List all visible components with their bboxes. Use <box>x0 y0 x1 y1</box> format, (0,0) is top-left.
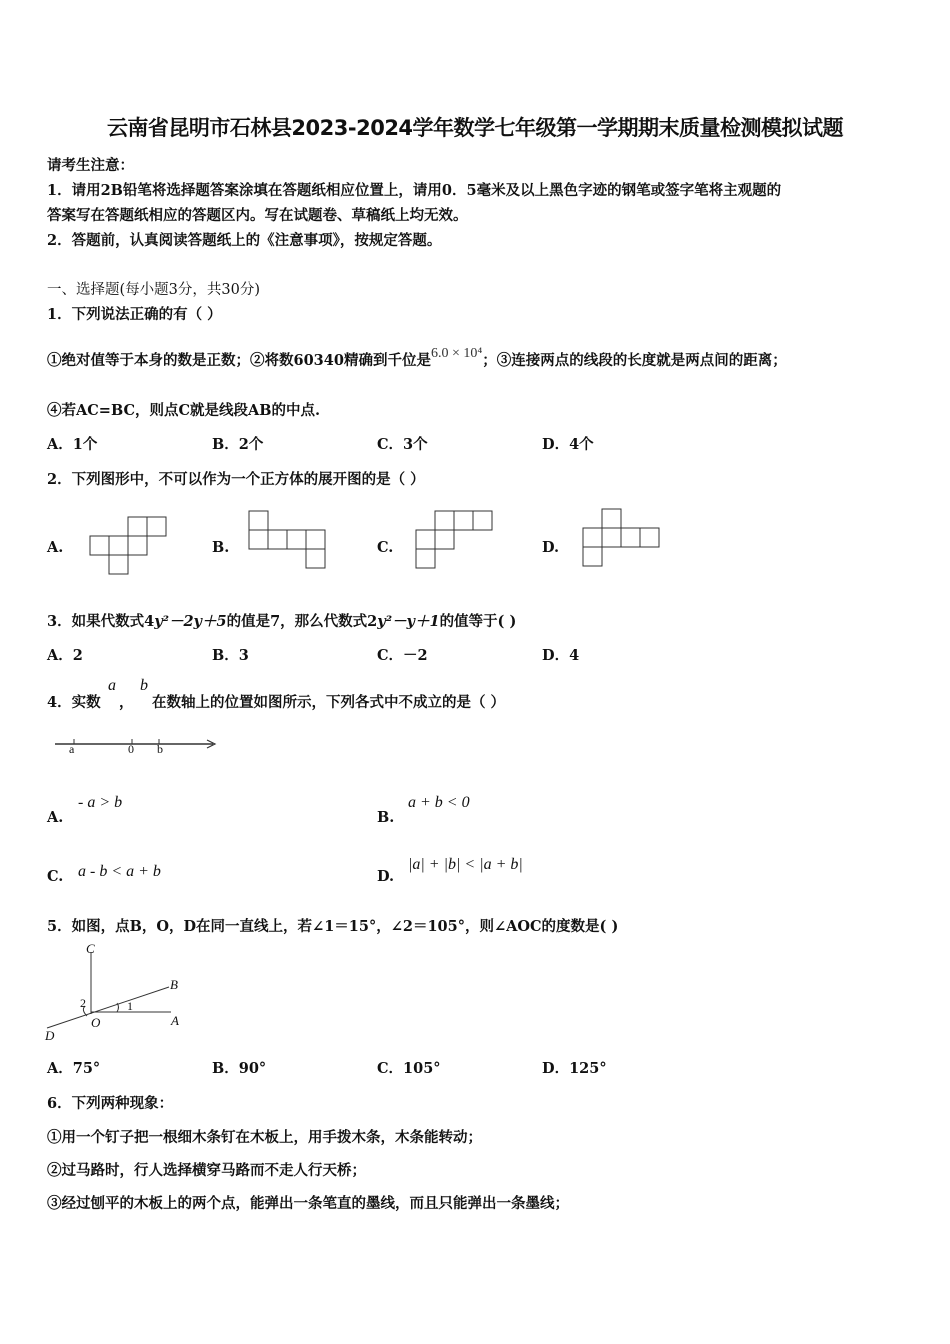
notice-line-1a: 1．请用2B铅笔将选择题答案涂填在答题纸相应位置上，请用0．5毫米及以上黑色字迹的钢笔或签字笔将主观题的 <box>47 182 782 199</box>
q4-axis-label-b: b <box>157 742 163 756</box>
q3-option-c[interactable]: C．－2 <box>377 647 428 664</box>
q1-statement-1 <box>47 346 787 370</box>
q5-label-a: A <box>171 1013 179 1028</box>
q1-option-b[interactable]: B．2个 <box>212 436 264 453</box>
q4-option-a-math[interactable]: - a > b <box>78 794 123 811</box>
q5-figure <box>45 940 185 1045</box>
notice-line-2: 2．答题前，认真阅读答题纸上的《注意事项》，按规定答题。 <box>47 232 442 249</box>
q3-stem-c: 的值等于( ) <box>439 613 517 630</box>
q1-statement-2: ④若AC=BC，则点C就是线段AB的中点. <box>47 402 321 419</box>
q1-statement-1a: ①绝对值等于本身的数是正数；②将数60340精确到千位是 <box>47 352 431 369</box>
q5-label-angle-2: 2 <box>80 996 86 1010</box>
q5-option-a[interactable]: A．75° <box>47 1060 101 1077</box>
q1-option-c[interactable]: C．3个 <box>377 436 428 453</box>
q2-label-c[interactable]: C. <box>377 539 394 556</box>
q5-stem: 5．如图，点B，O，D在同一直线上，若∠1＝15°，∠2＝105°，则∠AOC的度数是( ) <box>47 918 619 935</box>
q6-item-3: ③经过刨平的木板上的两个点，能弹出一条笔直的墨线，而且只能弹出一条墨线； <box>47 1195 569 1212</box>
q4-axis-label-zero: 0 <box>128 742 134 756</box>
q1-option-d[interactable]: D．4个 <box>542 436 594 453</box>
q5-label-d: D <box>45 1028 55 1043</box>
q4-label-a[interactable]: A. <box>47 809 64 826</box>
q5-label-b: B <box>170 977 178 992</box>
q4-number-line <box>55 735 220 760</box>
q5-option-d[interactable]: D．125° <box>542 1060 607 1077</box>
q4-option-c-math[interactable]: a - b < a + b <box>78 863 161 880</box>
q4-axis-label-a: a <box>69 742 75 756</box>
page-title: 云南省昆明市石林县2023-2024学年数学七年级第一学期期末质量检测模拟试题 <box>106 116 844 140</box>
q5-option-c[interactable]: C．105° <box>377 1060 441 1077</box>
q3-option-d[interactable]: D．4 <box>542 647 580 664</box>
q2-label-a[interactable]: A. <box>47 539 64 556</box>
q2-label-d[interactable]: D. <box>542 539 560 556</box>
q5-label-angle-1: 1 <box>127 999 133 1013</box>
q3-option-b[interactable]: B．3 <box>212 647 249 664</box>
q3-option-a[interactable]: A．2 <box>47 647 83 664</box>
q2-net-c <box>415 510 497 572</box>
q3-stem-b: 的值是7，那么代数式2 <box>226 613 378 630</box>
q5-label-o: O <box>91 1015 101 1030</box>
q4-var-a: a <box>108 677 116 694</box>
q2-net-b <box>248 510 330 572</box>
q2-net-a <box>90 516 170 576</box>
q5-option-b[interactable]: B．90° <box>212 1060 267 1077</box>
q2-net-d <box>582 508 664 570</box>
q4-comma: ， <box>119 694 134 711</box>
q1-math: 6.0 × 10⁴ <box>430 346 483 361</box>
q3-expr-1: y²－2y＋5 <box>154 613 227 630</box>
q2-stem: 2．下列图形中，不可以作为一个正方体的展开图的是（ ） <box>47 471 425 488</box>
q4-stem-b: 在数轴上的位置如图所示，下列各式中不成立的是（ ） <box>152 694 506 711</box>
q5-label-c: C <box>86 941 95 956</box>
q4-stem-a: 4．实数 <box>47 694 101 711</box>
q4-option-b-math[interactable]: a + b < 0 <box>408 794 470 811</box>
q4-var-b: b <box>140 677 148 694</box>
section-heading: 一、选择题(每小题3分，共30分) <box>47 282 260 298</box>
q4-label-b[interactable]: B. <box>377 809 395 826</box>
q6-stem: 6．下列两种现象： <box>47 1095 174 1112</box>
q6-item-1: ①用一个钉子把一根细木条钉在木板上，用手拨木条，木条能转动； <box>47 1129 482 1146</box>
q4-label-c[interactable]: C. <box>47 868 64 885</box>
q1-stem: 1．下列说法正确的有（ ） <box>47 306 222 323</box>
notice-heading: 请考生注意： <box>47 157 134 174</box>
q4-label-d[interactable]: D. <box>377 868 395 885</box>
q3-stem-a: 3．如果代数式4 <box>47 613 155 630</box>
q3-expr-2: y²－y＋1 <box>377 613 440 630</box>
notice-line-1b: 答案写在答题纸相应的答题区内。写在试题卷、草稿纸上均无效。 <box>47 207 468 224</box>
q2-label-b[interactable]: B. <box>212 539 230 556</box>
q3-stem <box>47 610 516 631</box>
q1-option-a[interactable]: A．1个 <box>47 436 98 453</box>
q1-statement-1b: ；③连接两点的线段的长度就是两点间的距离； <box>482 352 787 369</box>
q6-item-2: ②过马路时，行人选择横穿马路而不走人行天桥； <box>47 1162 366 1179</box>
q4-option-d-math[interactable]: |a| + |b| < |a + b| <box>408 856 523 873</box>
